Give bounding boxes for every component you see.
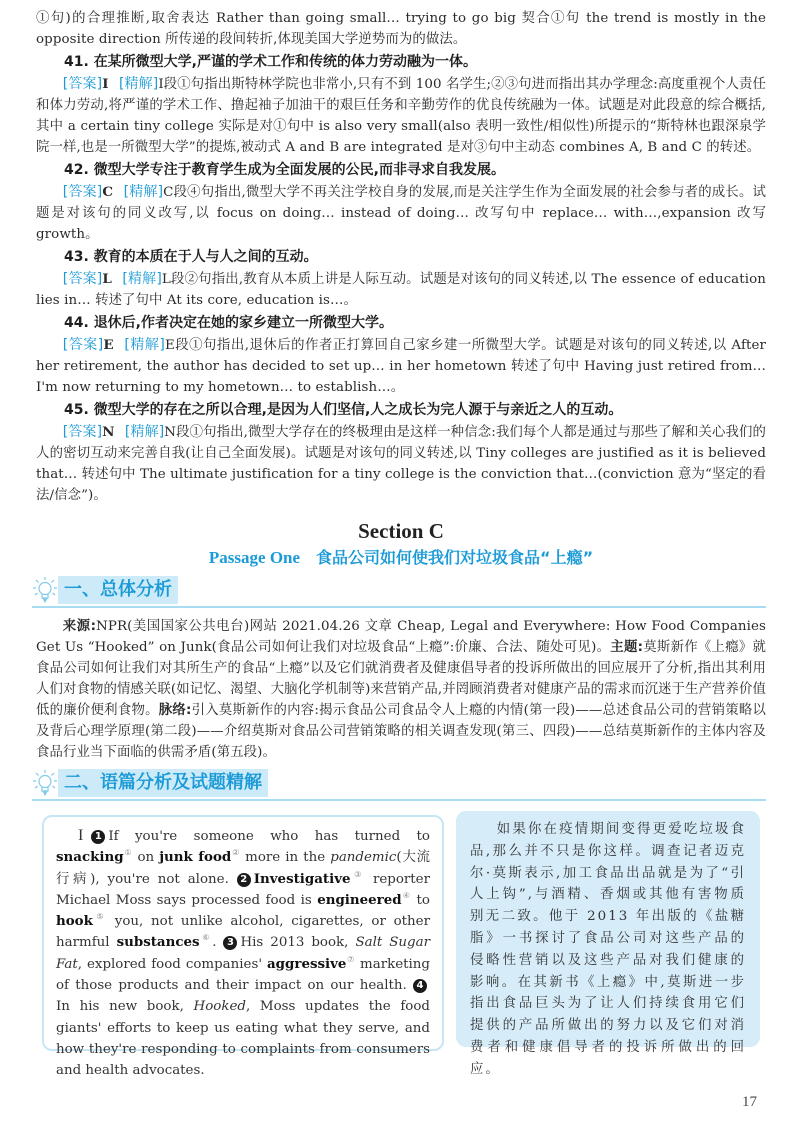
explanation-text: E段①句指出,退休后的作者正打算回自己家乡建一所微型大学。试题是对该句的同义转述,以 After her retirement, the author has decided to set up… in her hometown 转述了句中 Having just retired from… I'm now returning to my hometown… to establish…。 — [36, 338, 767, 395]
keyword: snacking — [56, 849, 124, 866]
answer-tag: [答案] — [62, 184, 103, 200]
answer-tag: [答案] — [62, 337, 104, 353]
keyword: Investigative — [253, 870, 351, 887]
text: , Moss updates the food giants' efforts to keep us eating what they serve, and how they're responding to complaints from consumers and health advocates. — [56, 999, 430, 1079]
passage-boxes — [36, 815, 766, 1079]
text: you, not unlike alcohol, cigarettes, or other harmful — [56, 914, 431, 951]
heading-overall-analysis — [32, 576, 766, 608]
keyword: junk food — [159, 849, 232, 866]
lightbulb-icon — [32, 769, 58, 797]
keyword: engineered — [317, 891, 402, 908]
text: on — [132, 850, 160, 866]
question-41 — [36, 51, 766, 73]
question-stem: 微型大学专注于教育学生成为全面发展的公民,而非寻求自我发展。 — [93, 162, 506, 178]
passage-label: Passage One — [208, 548, 301, 567]
answer-letter: N — [102, 424, 115, 440]
question-number: 41. — [64, 54, 89, 70]
text: reporter Michael Moss says processed food is — [56, 871, 431, 908]
answer-letter: I — [102, 76, 109, 92]
sentence-number-1: 1 — [91, 830, 105, 844]
text: If you're someone who has turned to — [108, 829, 430, 844]
heading-label: 一、总体分析 — [58, 576, 178, 604]
page-number: 17 — [742, 1094, 757, 1110]
question-stem: 微型大学的存在之所以合理,是因为人们坚信,人之成长为完人源于与亲近之人的互动。 — [93, 402, 623, 418]
answer-44 — [36, 335, 766, 398]
answer-42 — [36, 182, 766, 245]
structure-text: 引入莫斯新作的内容:揭示食品公司食品令人上瘾的内情(第一段)——总述食品公司的营销策略以及背后心理学原理(第二段)——介绍莫斯对食品公司营销策略的相关调查发现(第三、四段)——总结莫斯新作的主体内容及食品行业当下面临的供需矛盾(第五段)。 — [36, 703, 766, 760]
explanation-text: N段①句指出,微型大学存在的终极理由是这样一种信念:我们每个人都是通过与那些了解和关心我们的人的密切互动来完善自我(让自己全面发展)。试题是对该句的同义转述,以 Tiny colleges are justified as it is believed that… 转述句中 The ultimate justification for a tiny college is the conviction that…(conviction 意为“坚定的看法/信念”)。 — [36, 425, 766, 503]
source-label: 来源: — [62, 619, 97, 634]
text: , explored food companies' — [77, 956, 267, 972]
footnote-marker: ② — [231, 848, 241, 858]
section-title: Section C — [358, 519, 444, 543]
text: His 2013 book, — [240, 935, 356, 951]
text: to — [411, 892, 430, 908]
answer-45 — [36, 422, 766, 506]
footnote-marker: ③ — [350, 869, 366, 879]
theme-label: 主题: — [610, 640, 644, 655]
answer-41 — [36, 74, 766, 158]
answer-tag: [答案] — [62, 271, 103, 287]
footnote-marker: ⑤ — [92, 912, 108, 922]
footnote-marker: ⑦ — [346, 954, 356, 964]
explanation-text: I段①句指出斯特林学院也非常小,只有不到 100 名学生;②③句进而指出其办学理念:高度重视个人责任和体力劳动,将严谨的学术工作、撸起袖子加油干的艰巨任务和辛勤劳作的优良传统融为一体。试题是对此段意的综合概括,其中 a certain tiny college 实际是对①句中 is also very small(also 表明一致性/相似性)所提示的“斯特林也跟深泉学院一样,也是一所微型大学”的提炼,被动式 A and B are integrated 是对③句中主动态 combines A, B and C 的转述。 — [36, 77, 767, 155]
keyword: substances — [116, 934, 200, 951]
source-text: NPR(美国国家公共电台)网站 2021.04.26 文章 Cheap, Legal and Everywhere: How Food Companies Get Us “Hooked” on Junk(食品公司如何让我们对垃圾食品“上瘾”:价廉、合法、随处可见)。 — [36, 619, 767, 655]
explanation-text: C段④句指出,微型大学不再关注学校自身的发展,而是关注学生作为全面发展的社会参与者的成长。试题是对该句的同义改写,以 focus on doing… instead of doing… 改写句中 replace… with…,expansion 改写 growth。 — [36, 185, 767, 242]
explain-tag: [精解] — [118, 76, 159, 92]
sentence-number-2: 2 — [237, 873, 251, 887]
footnote-marker: ④ — [401, 890, 412, 900]
explanation-text: L段②句指出,教育从本质上讲是人际互动。试题是对该句的同义转述,以 The essence of education lies in… 转述了句中 At its core, education is…。 — [36, 272, 767, 308]
explain-tag: [精解] — [123, 184, 164, 200]
question-43 — [36, 246, 766, 268]
answer-letter: C — [102, 184, 114, 200]
answer-tag: [答案] — [62, 76, 103, 92]
footnote-marker: ① — [123, 848, 133, 858]
answer-43 — [36, 269, 766, 311]
question-number: 43. — [64, 249, 89, 265]
question-number: 44. — [64, 315, 89, 331]
lightbulb-icon — [32, 576, 58, 604]
paragraph-label: I — [78, 827, 84, 844]
sentence-number-4: 4 — [413, 979, 427, 993]
theme-text: 莫斯新作《上瘾》就食品公司如何让我们对其所生产的食品“上瘾”以及它们就消费者及健康倡导者的投诉所做出的回应展开了分析,指出其利用人们对食物的情感关联(如记忆、渴望、大脑化学机制等)来营销产品,并罔顾消费者对健康产品的需求而沉迷于生产营养价值低的廉价便利食物。 — [36, 640, 767, 718]
italic-title: Hooked — [193, 999, 246, 1015]
text: . — [212, 935, 224, 951]
sentence-number-3: 3 — [223, 936, 237, 950]
translation-text: 如果你在疫情期间变得更爱吃垃圾食品,那么并不只是你这样。调查记者迈克尔·莫斯表示,加工食品出品就是为了“引人上钩”,与酒精、香烟或其他有害物质别无二致。他于 2013 年出版的《盐糖脂》一书探讨了食品公司对这些产品的侵略性营销以及这些产品对我们健康的影响。在其新书《上瘾》中,莫斯进一步指出食品巨头为了让人们持续食用它们提供的产品所做出的努力以及它们对消费者和健康倡导者的投诉所做出的回应。 — [470, 822, 746, 1077]
question-42 — [36, 159, 766, 181]
overview-paragraph — [36, 616, 766, 763]
continuation-text: ①句)的合理推断,取舍表达 Rather than going small… trying to go big 契合①句 the trend is mostly in the opposite direction 所传递的段间转折,体现美国大学逆势而为的做法。 — [36, 11, 766, 47]
heading-discourse-analysis — [32, 769, 766, 801]
structure-label: 脉络: — [158, 703, 192, 718]
passage-title — [36, 546, 766, 570]
keyword: aggressive — [267, 955, 347, 972]
document-page — [36, 8, 767, 1079]
question-number: 42. — [64, 162, 89, 178]
text: more in the — [240, 850, 331, 866]
answer-letter: E — [103, 337, 114, 353]
question-44 — [36, 312, 766, 334]
heading-label: 二、语篇分析及试题精解 — [58, 769, 268, 797]
question-stem: 退休后,作者决定在她的家乡建立一所微型大学。 — [93, 315, 394, 331]
italic-term: pandemic — [330, 850, 397, 866]
text: (大流行病), you're not alone. — [56, 850, 431, 887]
answer-letter: L — [102, 271, 112, 287]
question-number: 45. — [64, 402, 89, 418]
question-stem: 教育的本质在于人与人之间的互动。 — [93, 249, 318, 265]
explain-tag: [精解] — [122, 271, 162, 287]
footnote-marker: ⑥ — [199, 933, 213, 943]
keyword: hook — [56, 913, 93, 930]
chinese-translation-box — [456, 811, 760, 1077]
question-45 — [36, 399, 766, 421]
italic-title: Salt Sugar Fat — [56, 935, 431, 972]
english-passage-box — [42, 815, 444, 1079]
explain-tag: [精解] — [124, 424, 165, 440]
text: In his new book, — [56, 999, 194, 1015]
text: marketing of those products and their impact on our health. — [56, 956, 430, 994]
passage-title-cn: 食品公司如何使我们对垃圾食品“上瘾” — [316, 548, 594, 567]
question-stem: 在某所微型大学,严谨的学术工作和传统的体力劳动融为一体。 — [93, 54, 478, 70]
explain-tag: [精解] — [124, 337, 165, 353]
answer-tag: [答案] — [62, 424, 103, 440]
